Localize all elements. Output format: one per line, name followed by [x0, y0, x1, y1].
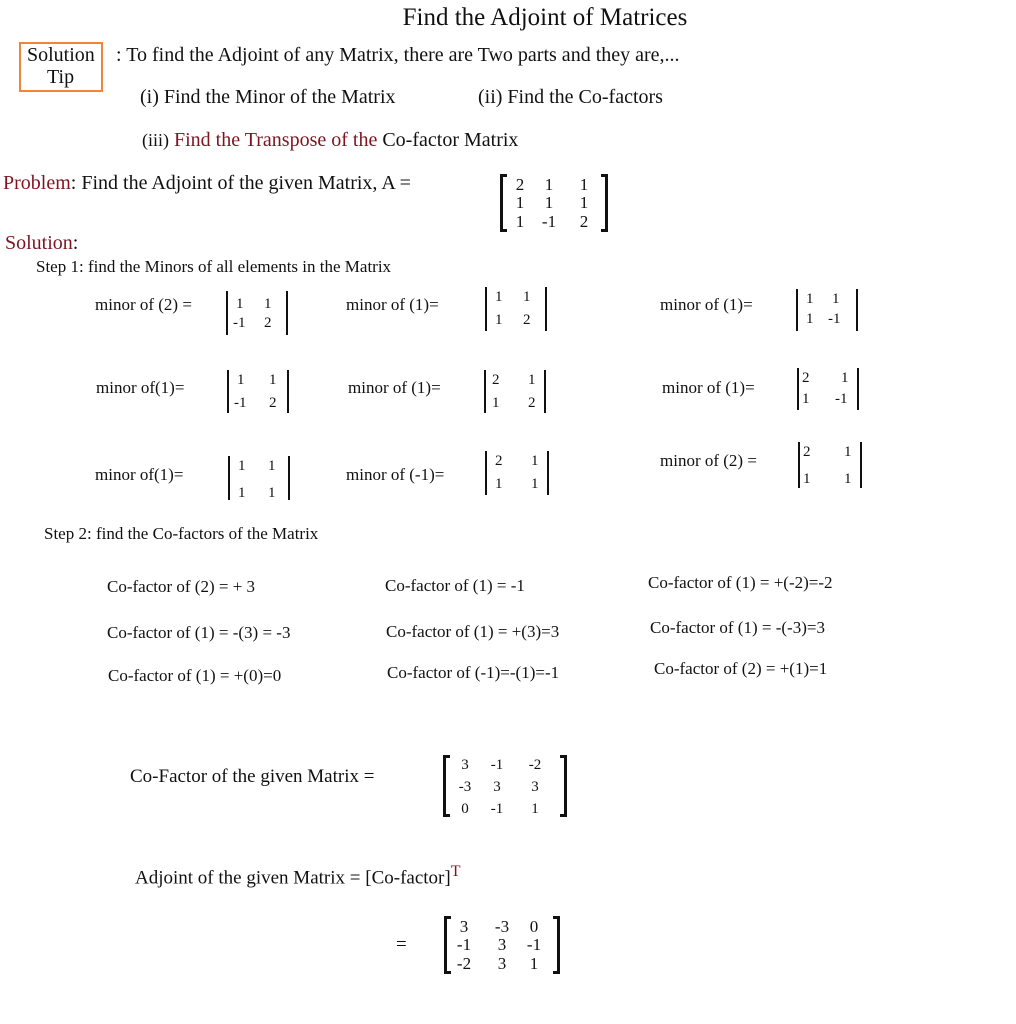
matrix-cell: 3	[459, 917, 469, 936]
cofactor-matrix-label: Co-Factor of the given Matrix =	[130, 766, 375, 787]
cofactor-line: Co-factor of (1) = +(-2)=-2	[648, 573, 833, 592]
tip-label-solution: Solution	[27, 44, 95, 66]
solution-heading: Solution:	[5, 232, 79, 254]
minor-label: minor of(1)=	[95, 465, 184, 484]
matrix-cell: -3	[494, 917, 510, 936]
cofactor-line: Co-factor of (1) = -(-3)=3	[650, 618, 825, 637]
transpose-superscript: T	[450, 863, 461, 880]
matrix-cell: 3	[497, 935, 507, 954]
matrix-cell: 2	[579, 212, 589, 231]
matrix-cell: -3	[458, 779, 472, 795]
minor-label: minor of (1)=	[346, 295, 439, 314]
matrix-cell: 3	[461, 757, 469, 773]
minor-determinant: 1 1 1 -1	[796, 289, 858, 331]
step-1-heading: Step 1: find the Minors of all elements in the Matrix	[36, 257, 392, 276]
matrix-cell: 2	[515, 175, 525, 194]
tip-part-2: (ii) Find the Co-factors	[478, 86, 663, 108]
tip-label-tip: Tip	[47, 66, 75, 88]
minor-determinant: 2 1 1 -1	[797, 368, 859, 410]
minor-label: minor of (-1)=	[346, 465, 445, 484]
cofactor-line: Co-factor of (1) = +(0)=0	[108, 666, 282, 685]
minor-label: minor of (2) =	[660, 451, 757, 470]
matrix-cell: -2	[528, 757, 542, 773]
minor-label: minor of (1)=	[348, 378, 441, 397]
matrix-cell: 1	[579, 175, 589, 194]
matrix-cell: 1	[544, 193, 554, 212]
minor-determinant: 2 1 1 2	[484, 370, 546, 413]
matrix-cell: -1	[526, 935, 542, 954]
matrix-cell: -2	[456, 954, 472, 973]
cofactor-line: Co-factor of (1) = -(3) = -3	[107, 623, 291, 642]
minor-label: minor of (1)=	[662, 378, 755, 397]
minor-determinant: 2 1 1 1	[798, 442, 862, 488]
matrix-cell: 0	[529, 917, 539, 936]
matrix-cell: 1	[515, 212, 525, 231]
matrix-cell: 1	[515, 193, 525, 212]
tip-part-1: (i) Find the Minor of the Matrix	[140, 86, 396, 108]
cofactor-line: Co-factor of (2) = +(1)=1	[654, 659, 828, 678]
problem-label: Problem	[3, 172, 71, 194]
minor-label: minor of (2) =	[95, 295, 192, 314]
equals-sign: =	[396, 934, 407, 955]
matrix-cell: 3	[497, 954, 507, 973]
matrix-cell: -1	[456, 935, 472, 954]
minor-determinant: 1 1 -1 2	[227, 370, 289, 413]
minor-determinant: 1 1 -1 2	[226, 291, 288, 335]
matrix-cell: -1	[490, 757, 504, 773]
tip-part-3-highlight: Find the Transpose of the	[174, 129, 378, 151]
minor-label: minor of (1)=	[660, 295, 753, 314]
matrix-cell: 0	[461, 801, 469, 817]
problem-matrix	[500, 174, 608, 232]
adjoint-matrix	[444, 916, 560, 974]
tip-part-3: (iii) Find the Transpose of the Co-factor Matrix	[142, 129, 519, 151]
cofactor-line: Co-factor of (-1)=-(1)=-1	[387, 663, 560, 682]
matrix-cell: 3	[493, 779, 501, 795]
matrix-cell: -1	[490, 801, 504, 817]
minor-determinant: 1 1 1 2	[485, 287, 547, 331]
matrix-cell: 1	[579, 193, 589, 212]
matrix-cell: 3	[531, 779, 539, 795]
problem-statement: Problem: Find the Adjoint of the given Matrix, A =	[3, 172, 411, 194]
cofactor-line: Co-factor of (1) = -1	[385, 576, 525, 595]
minor-determinant: 2 1 1 1	[485, 451, 549, 495]
matrix-cell: 1	[544, 175, 554, 194]
tip-text: : To find the Adjoint of any Matrix, there are Two parts and they are,...	[116, 44, 680, 66]
matrix-cell: 1	[531, 801, 539, 817]
page-title: Find the Adjoint of Matrices	[402, 4, 688, 31]
adjoint-label: Adjoint of the given Matrix = [Co-factor]$^T$	[135, 863, 461, 889]
minor-label: minor of(1)=	[96, 378, 185, 397]
cofactor-matrix	[443, 755, 567, 817]
cofactor-line: Co-factor of (2) = + 3	[107, 577, 256, 596]
minor-determinant: 1 1 1 1	[228, 456, 290, 500]
matrix-cell: -1	[541, 212, 557, 231]
matrix-cell: 1	[529, 954, 539, 973]
step-2-heading: Step 2: find the Co-factors of the Matrix	[44, 524, 319, 543]
cofactor-line: Co-factor of (1) = +(3)=3	[386, 622, 560, 641]
